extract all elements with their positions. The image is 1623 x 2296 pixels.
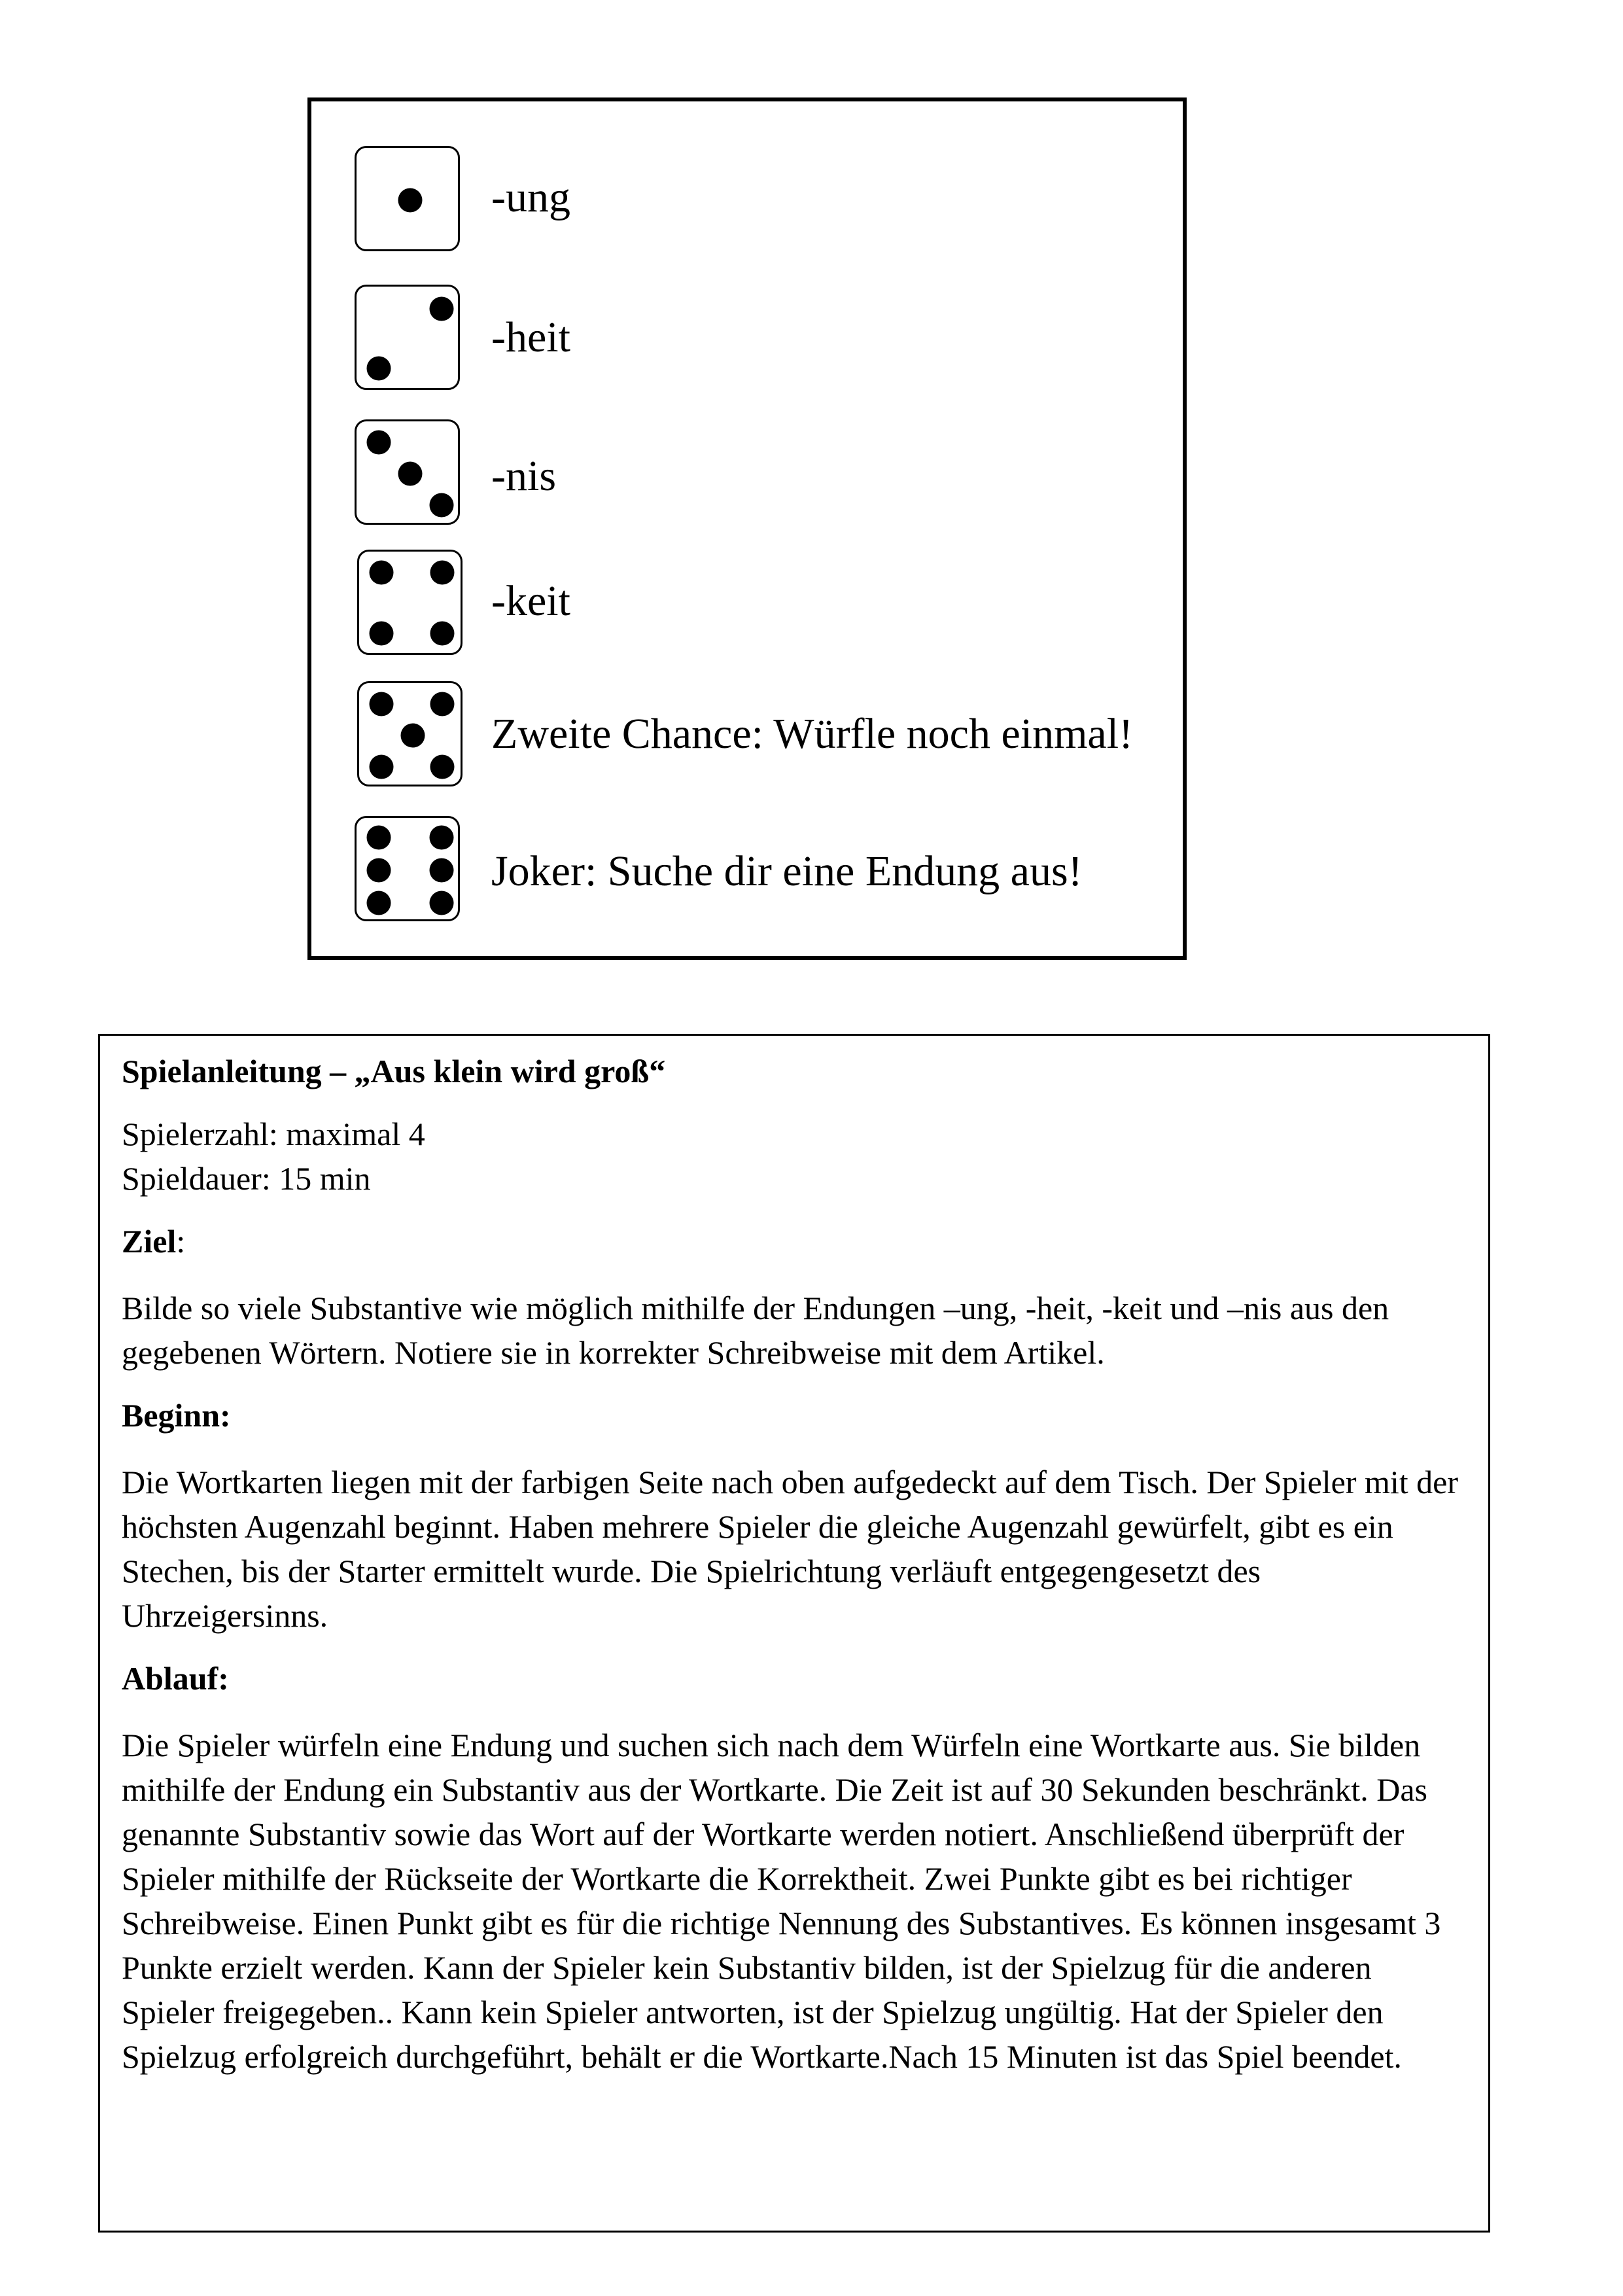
game-instructions-box [98, 1034, 1490, 2233]
flow-heading: Ablauf: [122, 1660, 229, 1697]
dice-legend-label: -keit [491, 577, 570, 625]
flow-text: Die Spieler würfeln eine Endung und suchen sich nach dem Würfeln eine Wortkarte aus. Sie bilden mithilfe der Endung ein Substantiv aus der Wortkarte. Die Zeit ist auf 30 Sekunden beschränkt. Das genannte Substantiv sowie das Wort auf der Wortkarte werden notiert. Anschließend überprüft der Spieler mithilfe der Rückseite der Wortkarte die Korrektheit. Zwei Punkte gibt es bei richtiger Schreibweise. Einen Punkt gibt es für die richtige Nennung des Substantives. Es können insgesamt 3 Punkte erzielt werden. Kann der Spieler kein Substantiv bilden, ist der Spielzug für die anderen Spieler freigegeben.. Kann kein Spieler antworten, ist der Spielzug ungültig. Hat der Spieler den Spielzug erfolgreich durchgeführt, behält er die Wortkarte.Nach 15 Minuten ist das Spiel beendet. [122, 1727, 1441, 2075]
start-text: Die Wortkarten liegen mit der farbigen Seite nach oben aufgedeckt auf dem Tisch. Der Spieler mit der höchsten Augenzahl beginnt. Haben mehrere Spieler die gleiche Augenzahl gewürfelt, gibt es ein Stechen, bis der Starter ermittelt wurde. Die Spielrichtung verläuft entgegengesetzt des Uhrzeigersinns. [122, 1464, 1459, 1634]
die-face-four-icon [357, 550, 462, 655]
dice-legend-row-3 [311, 419, 1183, 531]
die-face-one-icon [355, 146, 460, 251]
player-count: Spielerzahl: maximal 4 [122, 1116, 425, 1152]
die-face-six-icon [355, 816, 460, 921]
die-face-five-icon [357, 681, 462, 786]
die-face-three-icon [355, 419, 460, 525]
dice-legend-label: Zweite Chance: Würfle noch einmal! [491, 710, 1134, 758]
dice-legend-row-2 [311, 285, 1183, 396]
dice-legend-label: -heit [491, 313, 570, 361]
goal-heading-colon: : [176, 1223, 186, 1260]
goal-text: Bilde so viele Substantive wie möglich mithilfe der Endungen –ung, -heit, -keit und –nis aus den gegebenen Wörtern. Notiere sie in korrekter Schreibweise mit dem Artikel. [122, 1290, 1389, 1371]
goal-heading-line [122, 1219, 1462, 1263]
instructions-title: Spielanleitung – „Aus klein wird groß“ [122, 1053, 666, 1089]
dice-legend-box [307, 97, 1187, 960]
dice-legend-label: -ung [491, 173, 570, 221]
game-duration: Spieldauer: 15 min [122, 1160, 371, 1197]
dice-legend-row-1 [311, 146, 1183, 257]
dice-legend-label: Joker: Suche dir eine Endung aus! [491, 847, 1083, 895]
dice-legend-row-4 [311, 550, 1183, 661]
dice-legend-row-6 [311, 816, 1183, 927]
start-heading: Beginn: [122, 1397, 231, 1434]
die-face-two-icon [355, 285, 460, 390]
dice-legend-label: -nis [491, 452, 556, 500]
goal-heading: Ziel [122, 1223, 177, 1260]
dice-legend-row-5 [311, 681, 1183, 792]
